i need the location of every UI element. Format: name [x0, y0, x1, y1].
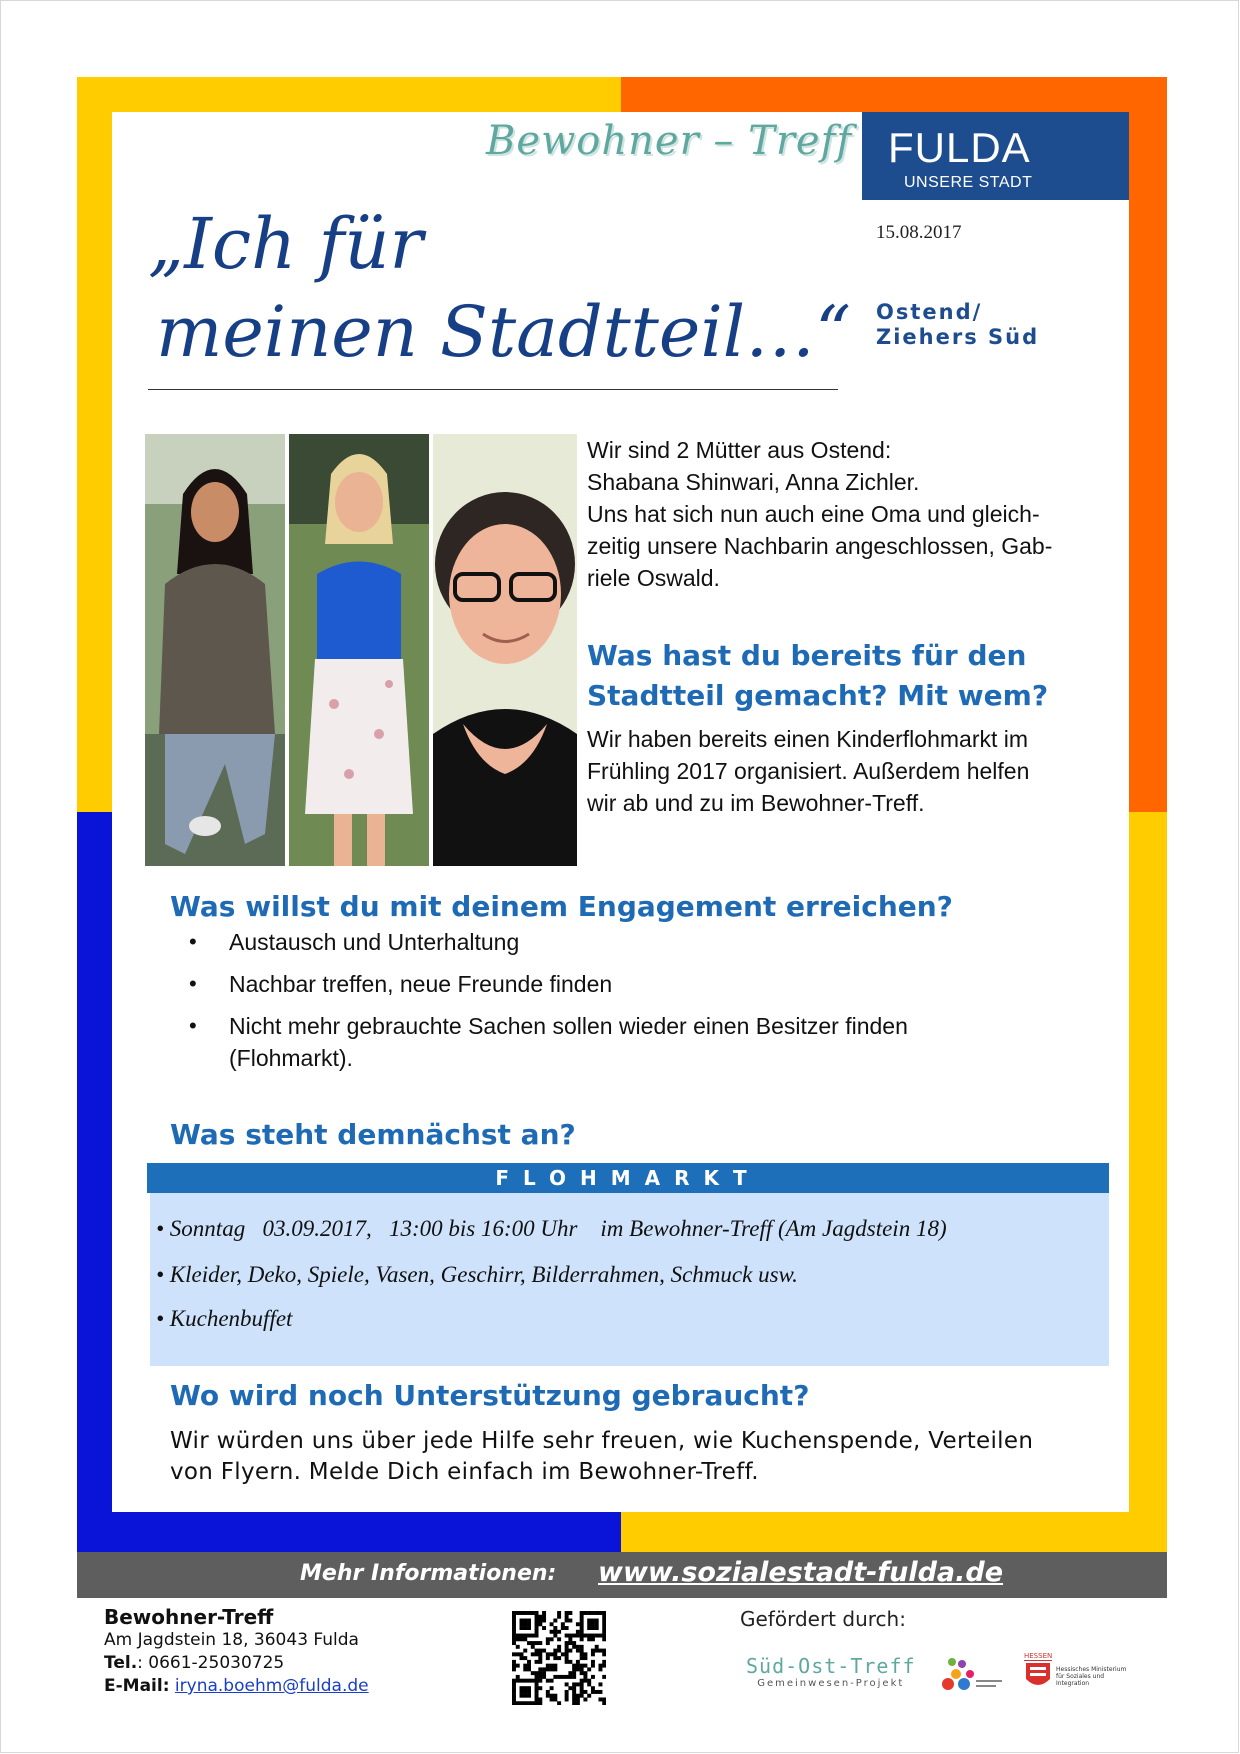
contact-address: Am Jagdstein 18, 36043 Fulda [104, 1630, 359, 1650]
intro-line: zeitig unsere Nachbarin angeschlossen, Gab- [587, 533, 1053, 559]
fulda-logo [862, 112, 1129, 200]
bewohner-treff-title: Bewohner – Treff [486, 118, 853, 164]
flohmarkt-line-cake: • Kuchenbuffet [156, 1306, 293, 1331]
more-info-label: Mehr Informationen: [300, 1561, 557, 1586]
hessen-logo [1024, 1652, 1127, 1696]
q4-answer-line2: von Flyern. Melde Dich einfach im Bewohner-Treff. [170, 1459, 759, 1485]
photo-anna [289, 434, 429, 866]
contact-email [104, 1675, 369, 1698]
sued-ost-treff-logo [746, 1654, 916, 1689]
logo-sub-text: UNSERE STADT [904, 174, 1033, 191]
intro-line: Wir sind 2 Mütter aus Ostend: [587, 437, 892, 463]
q4-heading: Wo wird noch Unterstützung gebraucht? [170, 1379, 810, 1412]
sponsor-label: Gefördert durch: [740, 1607, 906, 1631]
q2-heading: Was willst du mit deinem Engagement erreichen? [170, 890, 953, 923]
photo-gabriele [433, 434, 577, 866]
qr-code[interactable] [512, 1611, 606, 1705]
q1-heading-line2: Stadtteil gemacht? Mit wem? [587, 679, 1049, 712]
hessen-lion-icon [1024, 1661, 1052, 1691]
hessen-label: HESSEN [1024, 1652, 1053, 1660]
q4-answer [170, 1426, 1033, 1488]
page-headline [148, 200, 851, 376]
contact-name: Bewohner-Treff [104, 1605, 274, 1629]
intro-line: riele Oswald. [587, 565, 720, 591]
headline-line2: meinen Stadtteil…“ [156, 291, 851, 373]
q1-answer-line: wir ab und zu im Bewohner-Treff. [587, 790, 925, 816]
hessen-ministry: Hessisches Ministerium für Soziales und Integration [1056, 1666, 1127, 1687]
q1-heading [587, 636, 1048, 716]
website-link[interactable]: www.sozialestadt-fulda.de [598, 1557, 1004, 1588]
headline-divider [148, 389, 838, 390]
headline-line1: „Ich für [148, 203, 423, 285]
photo-shabana [145, 434, 285, 866]
flohmarkt-line-date: • Sonntag 03.09.2017, 13:00 bis 16:00 Uhr im Bewohner-Treff (Am Jagdstein 18) [156, 1216, 947, 1241]
intro-text [587, 434, 1052, 594]
district-label [876, 300, 1039, 350]
sponsor1-title: Süd-Ost-Treff [746, 1654, 916, 1678]
email-link[interactable]: iryna.boehm@fulda.de [174, 1676, 369, 1696]
q1-heading-line1: Was hast du bereits für den [587, 639, 1027, 672]
q1-answer-line: Wir haben bereits einen Kinderflohmarkt im [587, 726, 1029, 752]
q3-heading: Was steht demnächst an? [170, 1118, 576, 1151]
tel-label: Tel. [104, 1653, 138, 1673]
soziale-stadt-logo [938, 1654, 1004, 1699]
q1-answer [587, 723, 1029, 819]
q4-answer-line1: Wir würden uns über jede Hilfe sehr freuen, wie Kuchenspende, Verteilen [170, 1428, 1034, 1454]
flohmarkt-line-items: • Kleider, Deko, Spiele, Vasen, Geschirr, Bilderrahmen, Schmuck usw. [156, 1262, 798, 1287]
logo-main-text: FULDA [888, 124, 1031, 171]
district-line2: Ziehers Süd [876, 325, 1040, 349]
email-label: E-Mail: [104, 1676, 170, 1696]
q2-bullet-item: • Austausch und Unterhaltung [167, 926, 987, 958]
q2-bullet-item: • Nachbar treffen, neue Freunde finden [167, 968, 987, 1000]
intro-line: Uns hat sich nun auch eine Oma und gleich- [587, 501, 1040, 527]
q2-bullets [167, 926, 987, 1084]
flohmarkt-bar: FLOHMARKT [147, 1163, 1109, 1193]
q2-bullet-item: • Nicht mehr gebrauchte Sachen sollen wieder einen Besitzer finden (Flohmarkt). [167, 1010, 987, 1074]
district-line1: Ostend/ [876, 300, 983, 324]
contact-phone [104, 1652, 369, 1675]
intro-line: Shabana Shinwari, Anna Zichler. [587, 469, 920, 495]
contact-block [104, 1606, 369, 1698]
date-label: 15.08.2017 [876, 222, 962, 243]
tel-number: : 0661-25030725 [137, 1653, 285, 1673]
q1-answer-line: Frühling 2017 organisiert. Außerdem helfen [587, 758, 1030, 784]
sponsor1-sub: Gemeinwesen-Projekt [757, 1678, 905, 1689]
